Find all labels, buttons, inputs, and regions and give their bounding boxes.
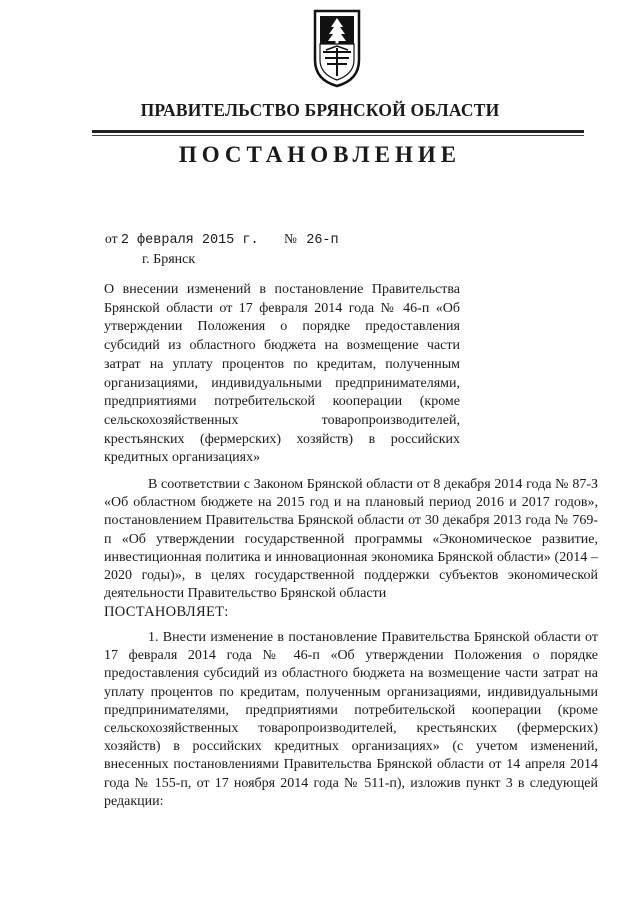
- item-1-paragraph: 1. Внести изменение в постановление Правительства Брянской области от 17 февраля 2014 года № 46-п «Об утверждении Положения о порядке предоставления субсидий из областного бюджета на возмещение части затрат на уплату процентов по кредитам, полученным организациями, индивидуальными предпринимателями, предприятиями потребительской кооперации (кроме сельскохозяйственных товаропроизводителей, крестьянских (фермерских) хозяйств) в российских кредитных организациях» (с учетом изменений, внесенных постановлениями Правительства Брянской области от 14 апреля 2014 года № 155-п, от 17 ноября 2014 года № 511-п), изложив пункт 3 в следующей редакции:: [104, 630, 598, 809]
- date-prefix: от: [105, 231, 118, 246]
- organization-title: ПРАВИТЕЛЬСТВО БРЯНСКОЙ ОБЛАСТИ: [140, 100, 500, 120]
- header-divider-thick: [92, 130, 584, 133]
- document-number: 26-п: [306, 233, 339, 248]
- document-type-heading: ПОСТАНОВЛЕНИЕ: [178, 142, 462, 167]
- preamble-paragraph: [104, 476, 598, 622]
- resolves-word: ПОСТАНОВЛЯЕТ:: [104, 604, 229, 621]
- preamble-text: В соответствии с Законом Брянской области от 8 декабря 2014 года № 87-З «Об областном бюджете на 2015 год и на плановый период 2016 и 2017 годов», постановлением Правительства Брянской области от 30 декабря 2013 года № 769-п «Об утверждении государственной программы «Экономическое развитие, инвестиционная политика и инновационная экономика Брянской области» (2014 – 2020 годы)», в целях государственной поддержки субъектов экономической деятельности Правительство Брянской области: [104, 477, 598, 602]
- bryansk-coat-of-arms-icon: [312, 8, 362, 88]
- date-number-line: [105, 231, 339, 248]
- document-date: 2 февраля 2015 г.: [120, 233, 259, 248]
- number-prefix: №: [283, 231, 297, 246]
- document-city: г. Брянск: [142, 252, 196, 267]
- document-subject: О внесении изменений в постановление Правительства Брянской области от 17 февраля 2014 года № 46-п «Об утверждении Положения о порядке предоставления субсидий из областного бюджета на возмещение части затрат на уплату процентов по кредитам, полученным организациями, индивидуальными предпринимателями, предприятиями потребительской кооперации (кроме сельскохозяйственных товаропроизводителей, крестьянских (фермерских) хозяйств) в российских кредитных организациях»: [104, 282, 460, 466]
- header-divider-thin: [92, 135, 584, 136]
